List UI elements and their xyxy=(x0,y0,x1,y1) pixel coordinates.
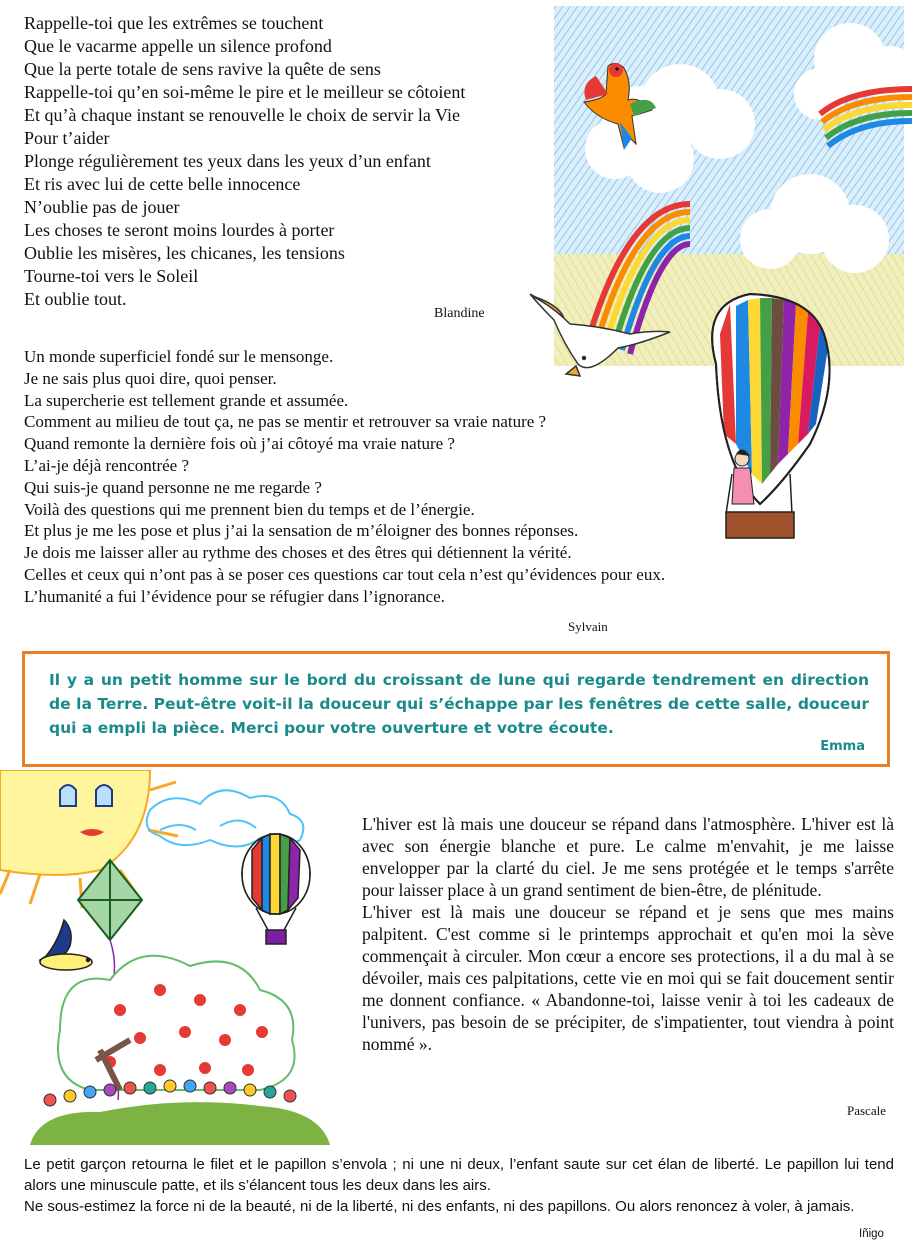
poem-line: Que la perte totale de sens ravive la quête de sens xyxy=(24,59,381,79)
poem-line: Les choses te seront moins lourdes à porter xyxy=(24,220,335,240)
highlight-box-emma xyxy=(22,651,890,767)
prose-inigo xyxy=(24,1154,894,1217)
poem-sylvain xyxy=(24,346,814,608)
poem-line: Et oublie tout. xyxy=(24,289,127,309)
poem-line: Je dois me laisser aller au rythme des choses et des êtres qui détiennent la vérité. xyxy=(24,543,572,563)
poem-blandine xyxy=(24,12,544,311)
poem-line: Un monde superficiel fondé sur le mensonge. xyxy=(24,347,334,366)
poem-line: L’ai-je déjà rencontrée ? xyxy=(24,455,190,475)
paragraph: Le petit garçon retourna le filet et le papillon s’envola ; ni une ni deux, l’enfant saute sur cet élan de liberté. Le papillon lui tend alors une minuscule patte, et ils s’élancent tous les deux dans les airs. xyxy=(24,1156,894,1194)
poem-line: Quand remonte la dernière fois où j’ai côtoyé ma vraie nature ? xyxy=(24,434,455,454)
poem-line: Je ne sais plus quoi dire, quoi penser. xyxy=(24,368,277,388)
poem-line: Oublie les misères, les chicanes, les tensions xyxy=(24,243,345,263)
poem-line: Et plus je me les pose et plus j’ai la sensation de m’éloigner des bonnes réponses. xyxy=(24,521,579,541)
paragraph: Ne sous-estimez la force ni de la beauté, ni de la liberté, ni des enfants, ni des papillons. Ou alors renoncez à voler, à jamais. xyxy=(24,1198,855,1215)
poem-line: Qui suis-je quand personne ne me regarde ? xyxy=(24,477,322,497)
bird-icon xyxy=(40,920,92,970)
fruit-tree-icon xyxy=(58,956,295,1090)
poem-line: Rappelle-toi que les extrêmes se touchent xyxy=(24,13,324,33)
poem-line: Et ris avec lui de cette belle innocence xyxy=(24,174,301,194)
hot-air-balloon-icon xyxy=(242,834,310,944)
poem-line: Plonge régulièrement tes yeux dans les yeux d’un enfant xyxy=(24,151,431,171)
paragraph: L'hiver est là mais une douceur se répand et je sens que mes mains palpitent. C'est comme si le printemps approchait et qu'en moi la sève commençait à circuler. Mon cœur a encore ses protections, il a du mal à se dévoiler, mais ces palpitations, cette vie en moi qui se fait doucement sentir me donnent confiance. « Abandonne-toi, laisse venir à toi les cadeaux de l'univers, pas besoin de se précipiter, de s'impatienter, tout viendra à point nommé ». xyxy=(362,902,894,1054)
poem-line: Comment au milieu de tout ça, ne pas se mentir et retrouver sa vraie nature ? xyxy=(24,412,547,432)
prose-pascale xyxy=(362,813,894,1055)
highlight-text: Il y a un petit homme sur le bord du croissant de lune qui regarde tendrement en direction de la Terre. Peut-être voit-il la douceur qui s’échappe par les fenêtres de cette salle, douceur qui a empli la pièce. Merci pour votre ouverture et votre écoute. xyxy=(49,671,869,737)
author-signature-pascale: Pascale xyxy=(847,1103,886,1118)
author-signature-emma: Emma xyxy=(820,739,865,754)
poem-line: Et qu’à chaque instant se renouvelle le choix de servir la Vie xyxy=(24,105,460,125)
poem-line: La supercherie est tellement grande et assumée. xyxy=(24,390,349,410)
author-signature-inigo: Iñigo xyxy=(859,1228,884,1240)
author-signature-blandine: Blandine xyxy=(434,306,485,321)
poem-line: Voilà des questions qui me prennent bien du temps et de l’énergie. xyxy=(24,499,475,519)
poem-line: L’humanité a fui l’évidence pour se réfugier dans l’ignorance. xyxy=(24,586,445,606)
poem-line: N’oublie pas de jouer xyxy=(24,197,180,217)
paragraph: L'hiver est là mais une douceur se répand dans l'atmosphère. L'hiver est là avec son énergie blanche et pure. Le calme m'envahit, je me laisse envelopper par la clarté du ciel. Je me sens protégée et le temps s'arrête pour laisser place à un grand sentiment de bien-être, de plénitude. xyxy=(362,814,894,900)
poem-line: Celles et ceux qui n’ont pas à se poser ces questions car tout cela n’est qu’évidences pour eux. xyxy=(24,564,666,584)
poem-line: Tourne-toi vers le Soleil xyxy=(24,266,199,286)
sun-kite-tree-illustration xyxy=(0,770,360,1145)
poem-line: Pour t’aider xyxy=(24,128,110,148)
author-signature-sylvain: Sylvain xyxy=(568,619,608,634)
poem-line: Rappelle-toi qu’en soi-même le pire et le meilleur se côtoient xyxy=(24,82,466,102)
poem-line: Que le vacarme appelle un silence profond xyxy=(24,36,332,56)
